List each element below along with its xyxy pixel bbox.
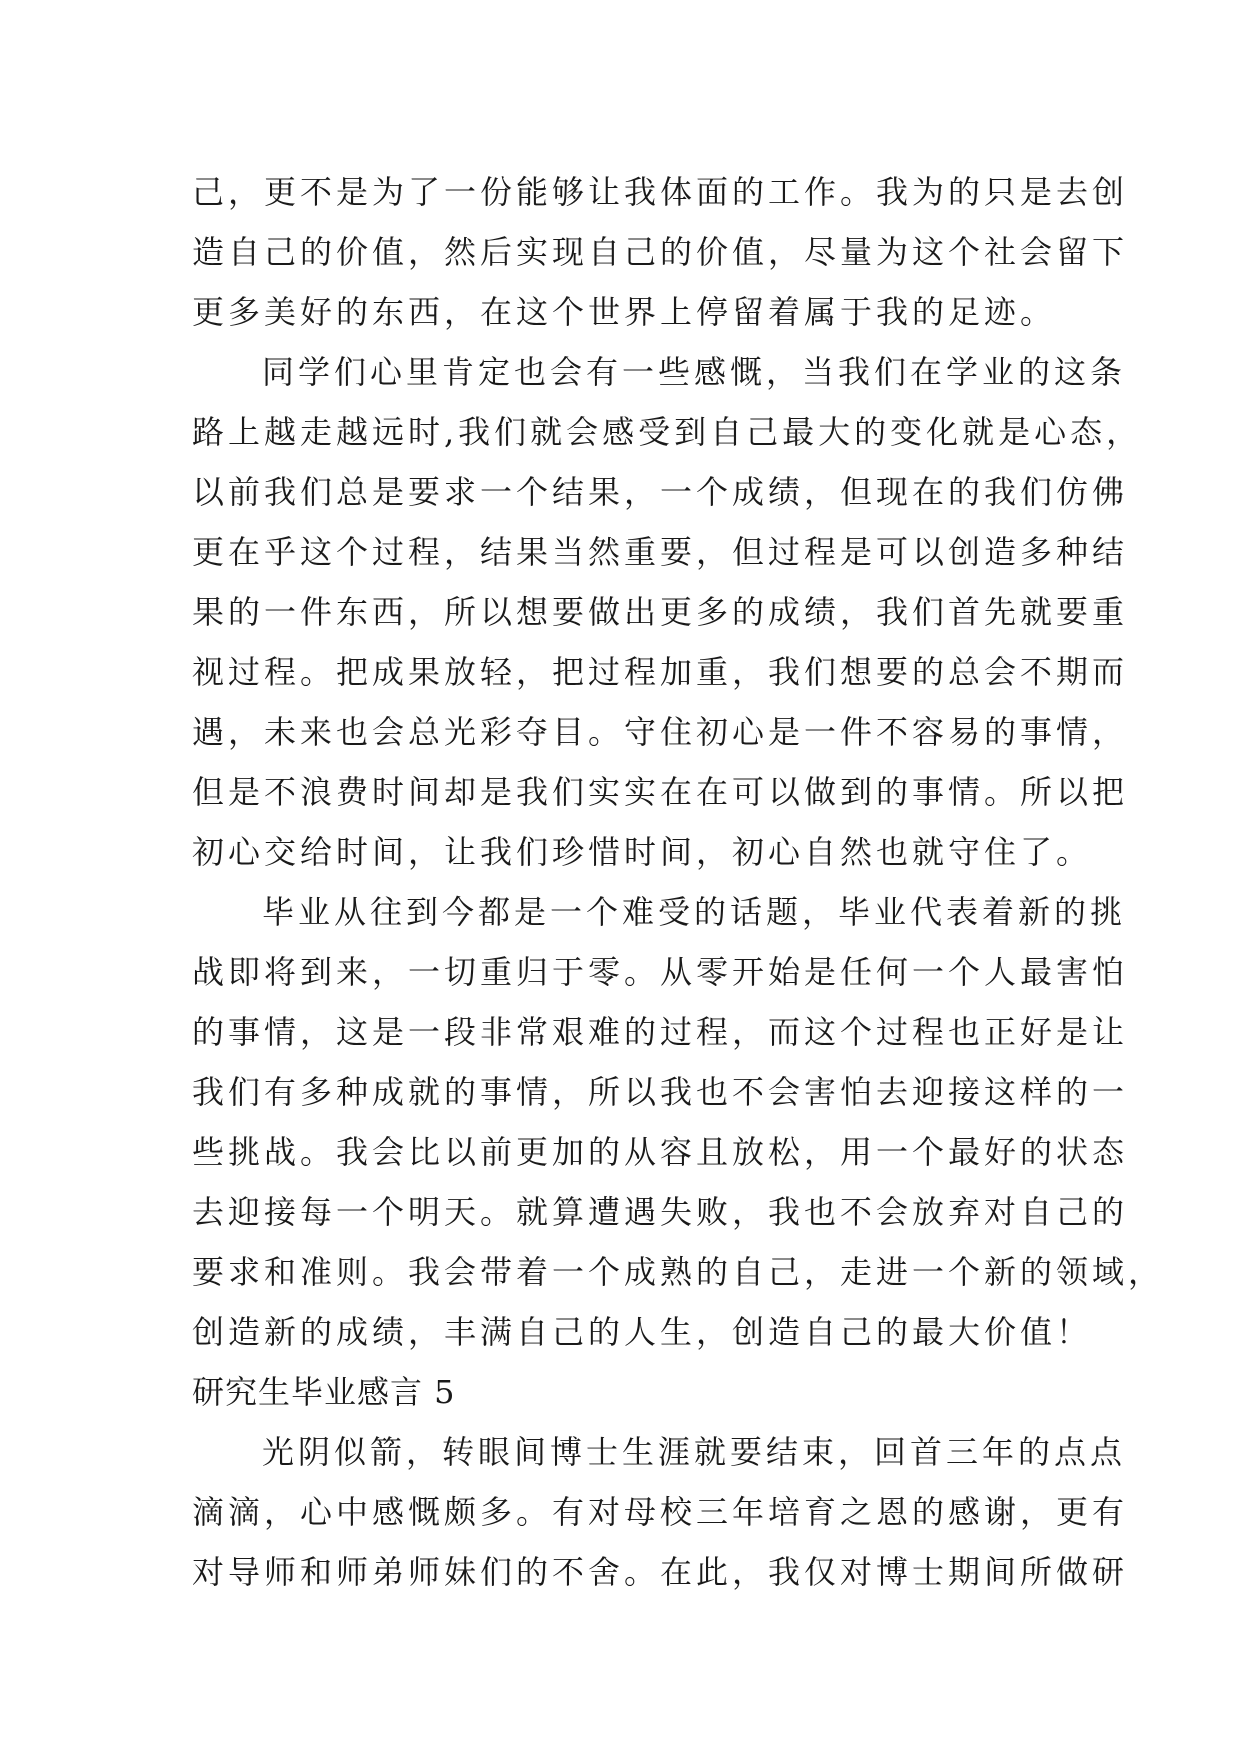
text-line: 以前我们总是要求一个结果，一个成绩，但现在的我们仿佛	[192, 473, 1129, 511]
text-line: 滴滴，心中感慨颇多。有对母校三年培育之恩的感谢，更有	[192, 1493, 1129, 1531]
text-line: 初心交给时间，让我们珍惜时间，初心自然也就守住了。	[192, 833, 1093, 871]
text-line: 毕业从往到今都是一个难受的话题，毕业代表着新的挑	[262, 893, 1127, 931]
text-line: 去迎接每一个明天。就算遭遇失败，我也不会放弃对自己的	[192, 1193, 1129, 1231]
text-line: 路上越走越远时,我们就会感受到自己最大的变化就是心态，	[192, 413, 1143, 451]
text-line: 些挑战。我会比以前更加的从容且放松，用一个最好的状态	[192, 1133, 1129, 1171]
text-line: 创造新的成绩，丰满自己的人生，创造自己的最大价值！	[192, 1313, 1093, 1351]
text-line: 战即将到来，一切重归于零。从零开始是任何一个人最害怕	[192, 953, 1129, 991]
text-line: 同学们心里肯定也会有一些感慨，当我们在学业的这条	[262, 353, 1127, 391]
text-line: 果的一件东西，所以想要做出更多的成绩，我们首先就要重	[192, 593, 1129, 631]
text-line: 对导师和师弟师妹们的不舍。在此，我仅对博士期间所做研	[192, 1553, 1129, 1591]
text-line: 视过程。把成果放轻，把过程加重，我们想要的总会不期而	[192, 653, 1129, 691]
text-line: 但是不浪费时间却是我们实实在在可以做到的事情。所以把	[192, 773, 1129, 811]
text-line: 我们有多种成就的事情，所以我也不会害怕去迎接这样的一	[192, 1073, 1129, 1111]
document-body	[192, 162, 1165, 1602]
text-line: 己，更不是为了一份能够让我体面的工作。我为的只是去创	[192, 173, 1129, 211]
text-line: 要求和准则。我会带着一个成熟的自己，走进一个新的领域，	[192, 1253, 1165, 1291]
text-line: 更多美好的东西，在这个世界上停留着属于我的足迹。	[192, 293, 1057, 331]
text-line: 造自己的价值，然后实现自己的价值，尽量为这个社会留下	[192, 233, 1129, 271]
text-line: 遇，未来也会总光彩夺目。守住初心是一件不容易的事情，	[192, 713, 1129, 751]
text-line: 光阴似箭，转眼间博士生涯就要结束，回首三年的点点	[262, 1433, 1127, 1471]
text-line: 更在乎这个过程，结果当然重要，但过程是可以创造多种结	[192, 533, 1129, 571]
text-line: 的事情，这是一段非常艰难的过程，而这个过程也正好是让	[192, 1013, 1129, 1051]
section-heading: 研究生毕业感言 5	[192, 1373, 456, 1411]
